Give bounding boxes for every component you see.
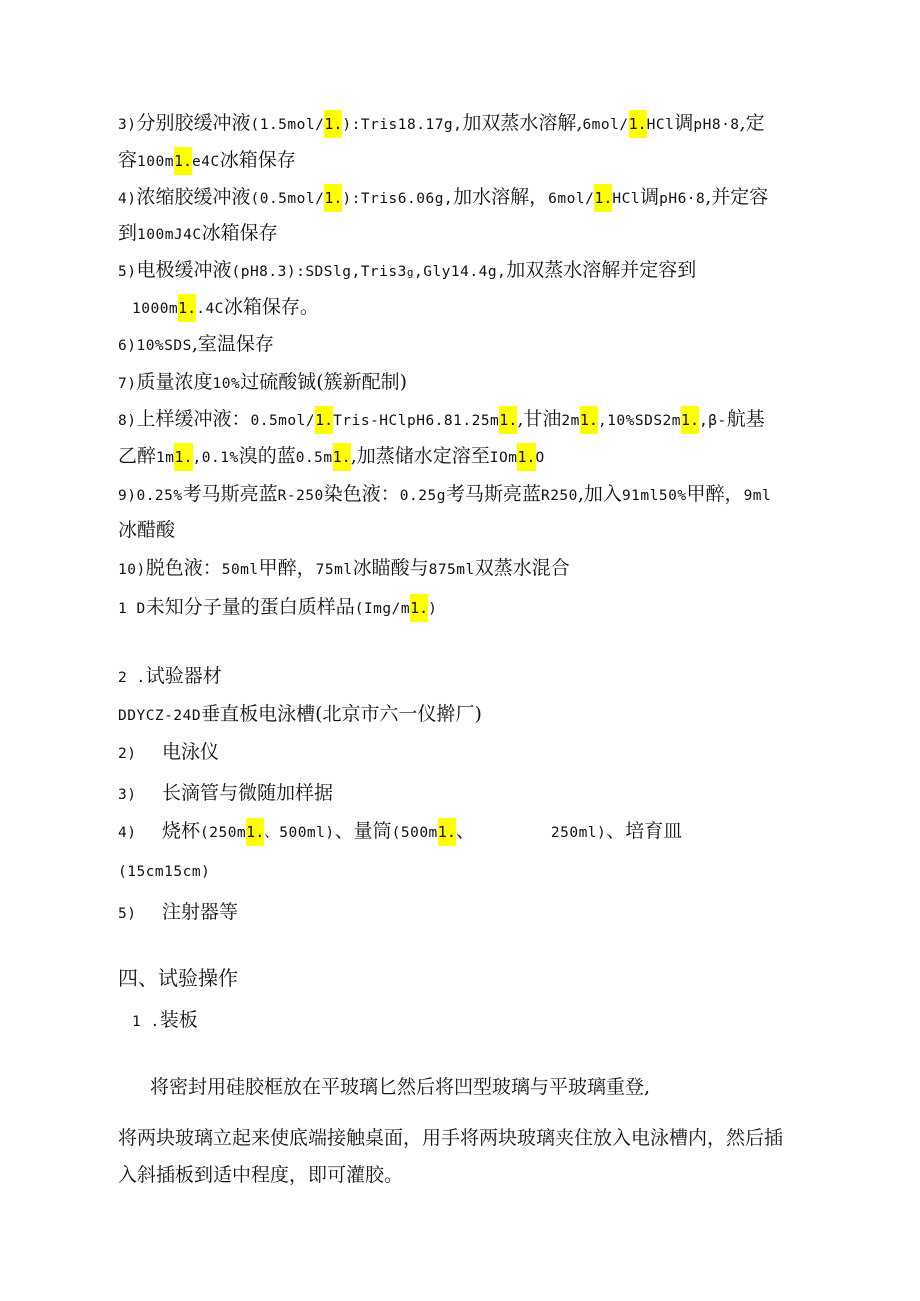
paragraph-line-2 xyxy=(118,1126,824,1150)
section-title: 四、试验操作 xyxy=(118,966,238,990)
item-number: 3) xyxy=(118,117,137,133)
text-span: pH8·8 xyxy=(693,117,740,133)
text-span: 甲醉， xyxy=(258,557,316,579)
highlighted-unit: 1. xyxy=(324,184,342,212)
text-span: 875ml xyxy=(428,562,475,578)
text-span: 浓缩胶缓冲液 xyxy=(136,186,251,208)
text-span: 调 xyxy=(674,112,694,134)
equipment-1 xyxy=(118,702,824,728)
text-span: 10% xyxy=(212,376,241,392)
text-span: ,并定容 xyxy=(705,186,769,208)
text-span: 0.5mol/ xyxy=(250,413,316,429)
text-span: ,定 xyxy=(739,112,765,134)
highlighted-unit: 1. xyxy=(517,443,535,471)
text-span: ) xyxy=(428,601,438,617)
text-span: ) xyxy=(342,117,352,133)
text-span: 注射器等 xyxy=(162,901,239,923)
highlighted-unit: 1. xyxy=(315,406,333,434)
reagent-3-line-1 xyxy=(118,110,824,138)
text-span: e4C xyxy=(192,154,220,170)
reagent-7 xyxy=(118,370,824,396)
reagent-6 xyxy=(118,332,824,358)
text-span: :Tris6.06g, xyxy=(351,191,454,207)
text-span: 垂直板电泳槽(北京市六一仪擀厂) xyxy=(201,703,482,725)
text-span: 将两块玻璃立起来使底端接触桌面，用手将两块玻璃夹住放入电泳槽内，然后插 xyxy=(118,1127,784,1149)
reagent-4-line-1 xyxy=(118,184,824,212)
text-span: 冰醋酸 xyxy=(118,519,176,541)
section-title: 装板 xyxy=(159,1009,198,1031)
text-span: 0.5m xyxy=(295,450,333,466)
section-number: 2 . xyxy=(118,670,146,686)
text-span: 将密封用硅胶框放在平玻璃匕然后将凹型玻璃与平玻璃重登, xyxy=(150,1076,651,1098)
text-span: 未知分子量的蛋白质样品 xyxy=(145,596,355,618)
text-span: DDYCZ-24D xyxy=(118,708,202,724)
text-span: (pH8.3):SDSlg,Tris3 xyxy=(231,264,407,280)
text-span: R250 xyxy=(540,488,578,504)
highlighted-unit: 1. xyxy=(174,147,192,175)
text-span: ,10%SDS2m xyxy=(597,413,682,429)
text-span: 上样缓冲液： xyxy=(136,408,251,430)
text-span: 1000m xyxy=(132,301,179,317)
text-span: 6)10%SDS xyxy=(118,338,192,354)
highlighted-unit: 1. xyxy=(629,110,647,138)
section-title: 试验器材 xyxy=(145,665,222,687)
text-span: 到 xyxy=(118,222,138,244)
text-span: 91ml50% xyxy=(621,488,687,504)
text-span: ,甘油 xyxy=(517,408,562,430)
item-number: 10) xyxy=(118,562,146,578)
text-span: (15cm15cm) xyxy=(118,864,211,880)
item-number: 5) xyxy=(118,906,137,922)
section-equipment-heading xyxy=(118,664,824,690)
text-span: ,Gly14.4g, xyxy=(413,264,507,280)
highlighted-unit: 1. xyxy=(410,594,428,622)
equipment-2 xyxy=(118,740,824,766)
highlighted-unit: 1. xyxy=(178,294,196,322)
text-span: 冰瞄酸与 xyxy=(352,557,429,579)
text-span: 航基 xyxy=(726,408,765,430)
reagent-8-line-1 xyxy=(118,406,824,434)
text-span: ,加蒸储水定溶至 xyxy=(350,445,490,467)
text-span: 9ml xyxy=(743,488,772,504)
section-number: 1 . xyxy=(132,1014,160,1030)
item-number: 1 D xyxy=(118,601,146,617)
highlighted-unit: 1. xyxy=(681,406,699,434)
reagent-11 xyxy=(118,594,824,622)
text-span: 考马斯亮蓝 xyxy=(182,483,278,505)
reagent-3-line-2 xyxy=(118,147,824,175)
text-span: 、培育皿 xyxy=(606,820,683,842)
text-span: HCl xyxy=(646,117,675,133)
text-span: 冰箱保存 xyxy=(219,149,296,171)
highlighted-unit: 1. xyxy=(499,406,517,434)
text-span: (250m xyxy=(200,825,247,841)
text-span: 冰箱保存 xyxy=(201,222,278,244)
text-span: 2m xyxy=(561,413,580,429)
text-span: 染色液： xyxy=(323,483,400,505)
subsection-heading xyxy=(132,1008,824,1034)
paragraph-line-3 xyxy=(118,1163,824,1187)
text-span: 、 xyxy=(455,820,475,842)
text-span: 入斜插板到适中程度，即可灌胶。 xyxy=(118,1164,404,1186)
text-span: 100m xyxy=(137,154,174,170)
text-span: 考马斯亮蓝 xyxy=(445,483,541,505)
text-span: ,0.1% xyxy=(192,450,239,466)
text-span: ) xyxy=(342,191,352,207)
text-span: 质量浓度 xyxy=(136,371,213,393)
text-span: 75ml xyxy=(315,562,353,578)
text-span: :Tris18.17g, xyxy=(351,117,463,133)
text-span: O xyxy=(535,450,545,466)
text-span: Tris-HClpH6.81.25m xyxy=(333,413,500,429)
reagent-10 xyxy=(118,556,824,582)
text-span: 电泳仪 xyxy=(162,741,220,763)
text-span: 100mJ4C xyxy=(137,227,202,243)
equipment-4-cont xyxy=(118,858,824,884)
highlighted-unit: 1. xyxy=(594,184,612,212)
section-procedure-heading xyxy=(118,966,824,990)
text-span: ,室温保存 xyxy=(191,333,274,355)
text-span: (1.5mol/ xyxy=(250,117,325,133)
reagent-8-line-2 xyxy=(118,443,824,471)
item-number: 9)0.25% xyxy=(118,488,183,504)
text-span: 、500ml) xyxy=(264,825,335,841)
text-span: 调 xyxy=(640,186,660,208)
paragraph-line-1 xyxy=(150,1075,824,1099)
item-number: 8) xyxy=(118,413,137,429)
highlighted-unit: 1. xyxy=(438,818,456,846)
text-span: 溴的蓝 xyxy=(238,445,296,467)
text-span: 1m xyxy=(156,450,175,466)
highlighted-unit: 1. xyxy=(324,110,342,138)
text-span: ,β- xyxy=(699,413,727,429)
text-span: 脱色液： xyxy=(145,557,222,579)
text-span: 加双蒸水溶解并定容到 xyxy=(506,259,697,281)
text-span: 0.25g xyxy=(399,488,446,504)
text-span: ,加入 xyxy=(577,483,622,505)
text-span: R-250 xyxy=(277,488,324,504)
text-span: HCl xyxy=(612,191,641,207)
text-span: 电极缓冲液 xyxy=(136,259,232,281)
item-number: 4) xyxy=(118,191,137,207)
item-number: 5) xyxy=(118,264,137,280)
item-number: 7) xyxy=(118,376,137,392)
text-span: 过硫酸铖(簇新配制) xyxy=(240,371,408,393)
text-span: 、量筒 xyxy=(334,820,392,842)
text-span: pH6·8 xyxy=(659,191,706,207)
item-number: 2) xyxy=(118,746,137,762)
text-span: 容 xyxy=(118,149,138,171)
text-span: 烧杯 xyxy=(162,820,201,842)
text-span: 分别胶缓冲液 xyxy=(136,112,251,134)
text-span: 长滴管与微随加样据 xyxy=(162,782,334,804)
text-span: 6mol/ xyxy=(548,191,595,207)
subscript-unit: g xyxy=(406,266,414,279)
reagent-5-line-2 xyxy=(132,294,824,322)
text-span: (500m xyxy=(391,825,438,841)
text-span: 双蒸水混合 xyxy=(474,557,570,579)
text-span: 乙醉 xyxy=(118,445,157,467)
item-number: 3) xyxy=(118,787,137,803)
equipment-3 xyxy=(118,781,824,807)
equipment-4 xyxy=(118,818,824,846)
reagent-4-line-2 xyxy=(118,221,824,247)
text-span: 加水溶解， xyxy=(453,186,549,208)
text-span: 甲醉， xyxy=(686,483,744,505)
equipment-5 xyxy=(118,900,824,926)
text-span: 50ml xyxy=(221,562,259,578)
item-number: 4) xyxy=(118,825,137,841)
highlighted-unit: 1. xyxy=(246,818,264,846)
highlighted-unit: 1. xyxy=(580,406,598,434)
text-span: (Img/m xyxy=(354,601,411,617)
text-span: 250ml) xyxy=(550,825,607,841)
reagent-9-line-2 xyxy=(118,518,824,542)
text-span: IOm xyxy=(489,450,518,466)
text-span: 加双蒸水溶解, xyxy=(462,112,583,134)
reagent-9-line-1 xyxy=(118,482,824,508)
text-span: 6mol/ xyxy=(582,117,629,133)
highlighted-unit: 1. xyxy=(174,443,192,471)
reagent-5-line-1 xyxy=(118,258,824,285)
text-span: .4C xyxy=(196,301,224,317)
text-span: (0.5mol/ xyxy=(250,191,325,207)
highlighted-unit: 1. xyxy=(333,443,351,471)
text-span: 冰箱保存。 xyxy=(223,296,319,318)
